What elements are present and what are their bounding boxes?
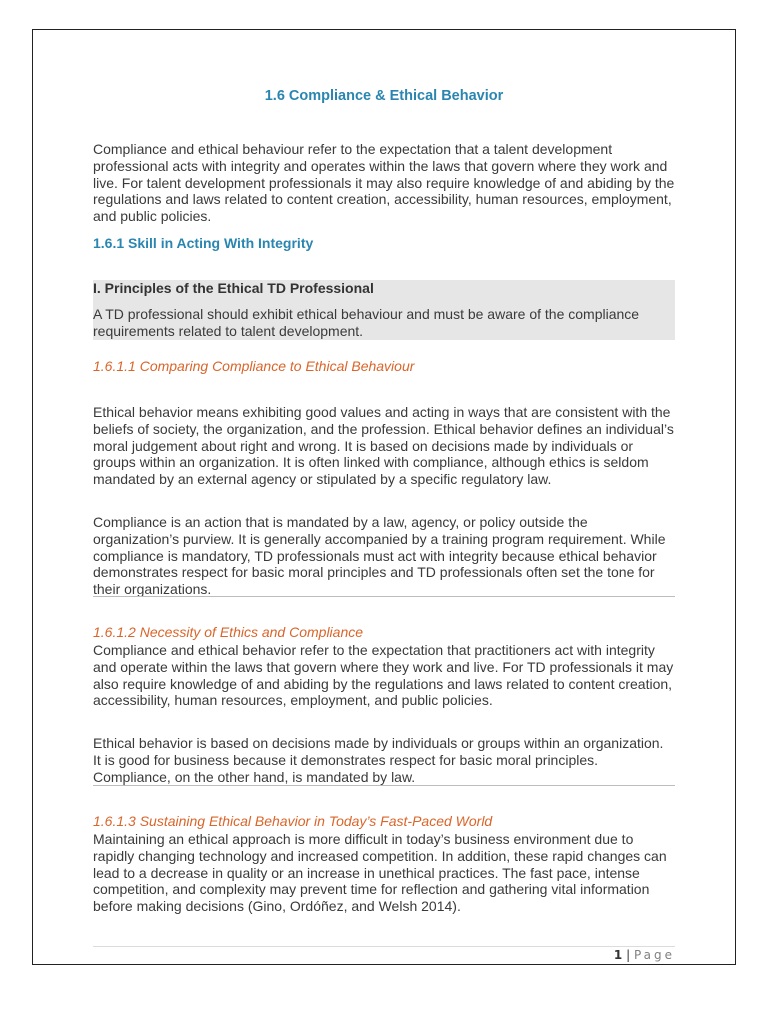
principles-box-text: A TD professional should exhibit ethical behaviour and must be aware of the compliance requirements related to talent development.	[93, 306, 640, 339]
intro-paragraph: Compliance and ethical behaviour refer to the expectation that a talent development professional acts with integrity and operates within the laws that govern where they work and live. For talent development professionals it may also require knowledge of and abiding by the regulations and laws related to content creation, accessibility, human resources, employment, and public policies.	[93, 141, 675, 225]
subsection-1-paragraph-2: Compliance is an action that is mandated by a law, agency, or policy outside the organization’s purview. It is generally accompanied by a training program requirement. While compliance is mandatory, TD professionals must act with integrity because ethical behavior demonstrates respect for basic moral principles and TD professionals often set the tone for their organizations.	[93, 514, 666, 598]
subsection-2-paragraph-2: Ethical behavior is based on decisions made by individuals or groups within an organization. It is good for business because it demonstrates respect for basic moral principles. Compliance, on the other hand, is mandated by law.	[93, 735, 664, 785]
document-page	[32, 29, 736, 965]
page-number: 1	[613, 948, 623, 962]
subsection-1-paragraph-1: Ethical behavior means exhibiting good values and acting in ways that are consistent with the beliefs of society, the organization, and the profession. Ethical behavior defines an individual’s moral judgement about right and wrong. It is based on decisions made by individuals or groups within an organization. It is often linked with compliance, although ethics is seldom mandated by an external agency or stipulated by a specific regulatory law.	[93, 404, 674, 488]
divider	[93, 596, 675, 597]
subsection-heading-3: 1.6.1.3 Sustaining Ethical Behavior in Today’s Fast-Paced World	[93, 813, 493, 829]
footer-rule	[93, 946, 675, 947]
principles-box-title: I. Principles of the Ethical TD Professional	[93, 280, 374, 296]
subsection-heading-2: 1.6.1.2 Necessity of Ethics and Compliance	[93, 624, 364, 640]
subsection-2-paragraph-1: Compliance and ethical behavior refer to the expectation that practitioners act with integrity and operate within the laws that govern where they work and live. For TD professionals it may also require knowledge of and abiding by the regulations and laws related to content creation, accessibility, human resources, employment, and public policies.	[93, 642, 674, 709]
subsection-heading-1: 1.6.1.1 Comparing Compliance to Ethical Behaviour	[93, 358, 415, 374]
divider	[93, 785, 675, 786]
page-title: 1.6 Compliance & Ethical Behavior	[264, 88, 504, 104]
page-footer	[614, 948, 675, 962]
page-label: Page	[633, 948, 675, 962]
subsection-3-paragraph-1: Maintaining an ethical approach is more difficult in today’s business environment due to rapidly changing technology and increased competition. In addition, these rapid changes can lead to a decrease in quality or an increase in unethical practices. The fast pace, intense competition, and complexity may prevent time for reflection and gathering vital information before making decisions (Gino, Ordóñez, and Welsh 2014).	[93, 831, 667, 915]
footer-separator: |	[626, 948, 631, 962]
section-heading: 1.6.1 Skill in Acting With Integrity	[93, 235, 314, 251]
